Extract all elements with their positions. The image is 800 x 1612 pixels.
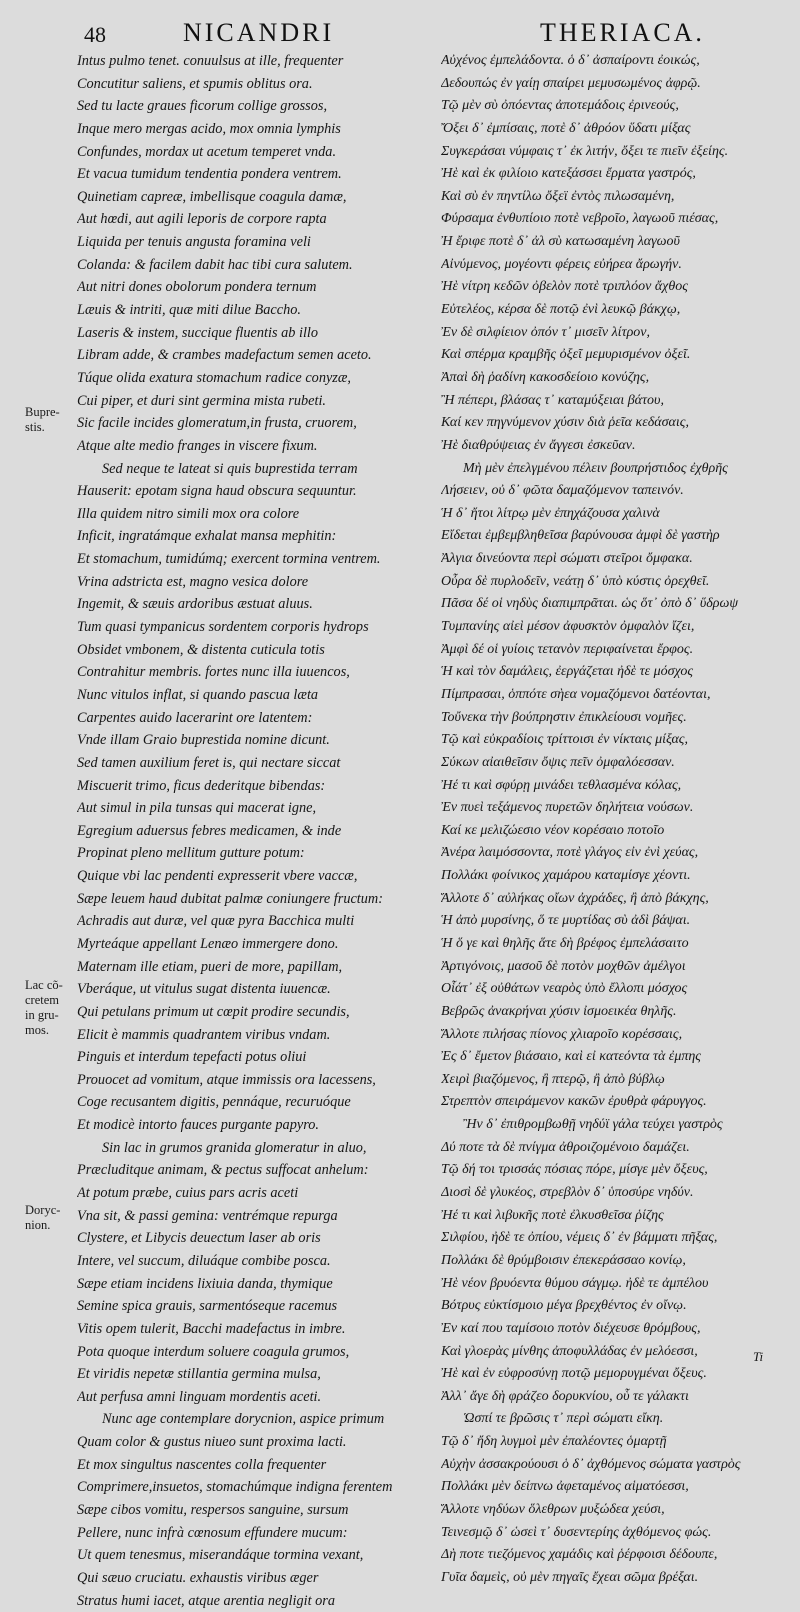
greek-verse-line: Γυῖα δαμεὶς, οὐ μὲν πηγαῖς ἔχεαι σῶμα βρέξαι. — [441, 1569, 699, 1585]
greek-verse-line: Ἢν δ᾽ ἐπιθρομβωθῇ νηδύϊ γάλα τεύχει γαστρὸς — [463, 1117, 723, 1133]
greek-verse-line: Ἠὲ καὶ ἐκ φιλίοιο κατεξάσσει ἔρματα γαστρός, — [441, 166, 696, 182]
latin-verse-line: Vrina adstricta est, magno vesica dolore — [77, 573, 309, 590]
page-number: 48 — [84, 22, 106, 47]
greek-verse-line: Ἠέ τι καὶ σφύρῃ μινάδει τεθλασμένα κόλας, — [441, 777, 682, 793]
greek-verse-line: Ἀμφὶ δέ οἱ γυίοις τετανὸν περιφαίνεται ἔρφος. — [441, 641, 694, 657]
latin-verse-line: Et modicè intorto fauces purgante papyro. — [77, 1117, 319, 1134]
greek-verse-line: Ἐς δ᾽ ἔμετον βιάσαιο, καὶ εἰ κατεόντα τὰ ἐμπης — [441, 1049, 701, 1065]
running-head-right: THERIACA. — [540, 18, 705, 47]
latin-verse-line: Libram adde, & crambes madefactum semen aceto. — [77, 347, 372, 364]
latin-verse-line: Sæpe leuem haud dubitat palmæ coniungere fructum: — [77, 890, 384, 907]
latin-verse-line: Ut quem tenesmus, miserandáque tormina vexant, — [77, 1547, 364, 1564]
greek-verse-line: Τεινεσμῷ δ᾽ ὡσεὶ τ᾽ δυσεντερίης ἀχθόμενος φώς. — [441, 1524, 712, 1540]
latin-verse-line: Intere, vel succum, diluáque combibe posca. — [77, 1252, 331, 1269]
greek-verse-line: Ἡ ἀπὸ μυρσίνης, ὅ τε μυρτίδας σὺ ἀδὶ βάψαι. — [441, 913, 691, 929]
greek-verse-line: Οἷάτ᾽ ἐξ οὐθάτων νεαρὸς ὑπὸ ἔλλοπι μόσχος — [441, 981, 688, 997]
latin-verse-line: Inficit, ingratámque exhalat mansa mephitin: — [77, 528, 337, 545]
margin-note-lac: Lac cõ- cretem in gru- mos. — [25, 978, 63, 1037]
greek-verse-line: Ἠὲ διαθρύψειας ἐν ἄγγεσι ἐσκεῦαν. — [441, 437, 636, 453]
latin-verse-line: Pota quoque interdum soluere coagula grumos, — [77, 1343, 350, 1360]
greek-verse-line: Καὶ σὺ ἐν πηντίλω ὄξεϊ ἐντὸς πιλωσαμένη, — [441, 188, 675, 204]
greek-verse-line: Πολλάκι μὲν δείπνω ἀφεταμένος αἱματόεσσι, — [441, 1479, 689, 1495]
latin-verse-line: Et stomachum, tumidúmq; exercent tormina ventrem. — [77, 551, 381, 568]
greek-verse-line: Σιλφίου, ἠδὲ τε ὀπίου, νέμεις δ᾽ ἐν βάμματι πῆξας, — [441, 1230, 718, 1246]
latin-verse-line: Colanda: & facilem dabit hac tibi cura salutem. — [77, 256, 353, 273]
latin-verse-line: Quinetiam capreæ, imbellisque coagula damæ, — [77, 188, 347, 205]
latin-verse-line: Sin lac in grumos granida glomeratur in aluo, — [102, 1139, 367, 1156]
greek-verse-line: Ἀνέρα λαιμόσσοντα, ποτὲ γλάγος εἰν ἐνὶ χεύας, — [441, 845, 699, 861]
latin-verse-line: Stratus humi iacet, atque arentia negligit ora — [77, 1592, 335, 1609]
greek-verse-line: Αἰνύμενος, μογέοντι φέρεις εὐήρεα ἄρωγήν. — [441, 256, 682, 272]
latin-verse-line: Sæpe cibos vomitu, respersos sanguine, sursum — [77, 1502, 349, 1518]
latin-verse-line: Túque olida exatura stomachum radice conyzæ, — [77, 369, 351, 386]
greek-verse-line: Ὡσπί τε βρῶσις τ᾽ περὶ σώματι εἴκη. — [463, 1411, 664, 1427]
latin-verse-line: Et vacua tumidum tendentia pondera ventrem. — [77, 166, 342, 183]
latin-verse-line: Egregium aduersus febres medicamen, & inde — [77, 822, 342, 839]
greek-verse-line: Ἀπαὶ δὴ ῥαδίνη κακοσδείοιο κονύζης, — [441, 369, 650, 385]
greek-verse-line: Εἴδεται ἐμβεμβληθεῖσα βαρύνουσα ἀμφὶ δὲ γαστὴρ — [441, 528, 720, 544]
greek-verse-line: Διοσὶ δὲ γλυκέος, στρεβλὸν δ᾽ ὑποσύρε νηδύν. — [441, 1185, 694, 1201]
greek-verse-line: Ἠέ τι καὶ λιβυκῆς ποτὲ ἐλκυσθεῖσα ῥίζης — [441, 1207, 664, 1223]
greek-verse-line: Λήσειεν, οὐ δ᾽ φῶτα δαμαζόμενον ταπεινόν. — [441, 483, 684, 499]
latin-verse-line: Vberáque, ut vitulus sugat distenta iuuencæ. — [77, 981, 331, 998]
greek-verse-line: Τυμπανίης αἰεὶ μέσον ἀφυσκτὸν ὀμφαλὸν ἴζει, — [441, 619, 695, 635]
latin-verse-line: Et viridis nepetæ stillantia germina mulsa, — [77, 1366, 321, 1383]
latin-verse-line: Elicit è mammis quadrantem viribus vndam. — [77, 1026, 331, 1043]
latin-verse-line: Contrahitur membris. fortes nunc illa iuuencos, — [77, 664, 350, 681]
latin-verse-line: Achradis aut duræ, vel quæ pyra Bacchica multi — [77, 913, 355, 930]
greek-verse-line: Ἄλλοτε πιλήσας πίονος χλιαροῖο κορέσσαις, — [441, 1026, 683, 1042]
latin-verse-line: Et mox singultus nascentes colla frequenter — [77, 1456, 327, 1473]
latin-verse-line: Vna sit, & passi gemina: ventrémque repurga — [77, 1207, 338, 1224]
greek-verse-line: Ἠὲ νέον βρυόεντα θύμου σάγμῳ. ἠδὲ τε ἀμπέλου — [441, 1275, 709, 1291]
latin-verse-line: Aut nitri dones obolorum pondera ternum — [77, 279, 317, 296]
latin-verse-line: Vitis opem tulerit, Bacchi madefactus in imbre. — [77, 1320, 346, 1337]
latin-verse-line: Obsidet vmbonem, & distenta cuticula totis — [77, 641, 325, 658]
greek-verse-line: Ἠὲ καὶ ἐν εὐφροσύνῃ ποτῷ μεμορυγμέναι ὄξευς. — [441, 1366, 707, 1382]
greek-verse-line: Τῷ δ᾽ ἤδη λυγμοὶ μὲν ἐπαλέοντες ὁμαρτῇ — [441, 1434, 667, 1450]
greek-verse-line: Συγκεράσαι νύμφαις τ᾽ ἐκ λιτήν, ὄξει τε πιεῖν ἐξείης. — [441, 143, 729, 159]
greek-verse-line: Καί κε μελιζώεσιο νέον κορέσαιο ποτοῖο — [441, 822, 665, 838]
greek-verse-line: Ἢ πέπερι, βλάσας τ᾽ καταμύξειαι βάτου, — [441, 392, 664, 408]
greek-verse-line: Ἠ ἔριφε ποτὲ δ᾽ ἀλ σὺ κατωσαμένη λαγωοῦ — [441, 234, 680, 250]
latin-verse-line: At potum præbe, cuius pars acris aceti — [77, 1185, 299, 1202]
latin-verse-line: Cui piper, et duri sint germina mista rubeti. — [77, 392, 327, 409]
latin-verse-line: Aut hœdi, aut agili leporis de corpore rapta — [77, 211, 327, 228]
latin-verse-line: Maternam ille etiam, pueri de more, papillam, — [77, 958, 343, 975]
latin-verse-line: Aut simul in pila tunsas qui macerat igne, — [77, 800, 317, 817]
greek-verse-line: Ἄλλοτε νηδύων ὅλεθρων μυξώδεα χεύσι, — [441, 1502, 665, 1517]
latin-verse-line: Prouocet ad vomitum, atque immissis ora lacessens, — [77, 1071, 376, 1088]
latin-verse-line: Intus pulmo tenet. conuulsus at ille, frequenter — [77, 53, 344, 69]
greek-verse-line: Ἠὲ νίτρη κεδῶν ὀβελὸν ποτὲ τριπλόον ἄχθος — [441, 279, 688, 295]
greek-verse-line: Ὄξει δ᾽ ἐμπίσαις, ποτὲ δ᾽ ἀθρόον ὕδατι μίξας — [441, 120, 691, 136]
greek-verse-line: Πολλάκι φοίνικος χαμάρου καταμίσγε χέοντι. — [441, 868, 691, 884]
greek-verse-line: Καὶ γλοερὰς μίνθης ἀποφυλλάδας ἐν μελόεσσι, — [441, 1343, 698, 1359]
latin-verse-line: Concutitur saliens, et spumis oblitus ora. — [77, 75, 313, 92]
greek-verse-line: Πολλάκι δὲ θρύμβοισιν ἐπεκεράσσαο κονίῳ, — [441, 1252, 686, 1268]
latin-verse-line: Sed tamen auxilium feret is, qui nectare siccat — [77, 754, 341, 771]
latin-verse-line: Myrteáque appellant Lenæo immergere dono. — [77, 935, 339, 952]
greek-verse-line: Αὐχένος ἐμπελάδοντα. ὁ δ᾽ ἀσπαίροντι ἐοικώς, — [441, 53, 700, 68]
latin-verse-line: Ingemit, & sæuis ardoribus æstuat aluus. — [77, 596, 313, 613]
greek-verse-line: Φύρσαμα ἐνθυπίοιο ποτὲ νεβροῖο, λαγωοῦ πιέσας, — [441, 211, 719, 227]
greek-verse-line: Ἀλλ᾽ ἄγε δὴ φράζεο δορυκνίου, οὗ τε γάλακτι — [441, 1388, 689, 1404]
greek-verse-line: Αὐχὴν ἀσσακρούουσι ὁ δ᾽ ἀχθόμενος σώματα γαστρὸς — [441, 1456, 741, 1472]
latin-verse-line: Laseris & instem, succique fluentis ab illo — [77, 324, 319, 341]
latin-verse-line: Confundes, mordax ut acetum temperet vnda. — [77, 143, 337, 160]
greek-verse-line: Πίμπρασαι, ὁππότε σὴεα νομαζόμενοι δατέονται, — [441, 686, 711, 702]
latin-verse-line: Atque alte medio franges in viscere fixum. — [77, 437, 318, 454]
greek-verse-line: Τῷ καὶ εὐκραδίοις τρίττοισι ἐν νίκταις μίξας, — [441, 732, 688, 748]
latin-verse-line: Sic facile incides glomeratum,in frusta, cruorem, — [77, 415, 357, 432]
greek-verse-line: Ἡ καὶ τὸν δαμάλεις, ἐεργάζεται ἠδὲ τε μόσχος — [441, 664, 694, 680]
greek-verse-line: Βότρυς εὐκτίσμοιο μέγα βρεχθέντος ἐν οἴνῳ. — [441, 1298, 687, 1314]
greek-text-column — [441, 50, 759, 1590]
latin-verse-line: Miscuerit trimo, ficus dederitque bibendas: — [77, 777, 326, 794]
latin-verse-line: Qui sæuo cruciatu. exhaustis viribus æger — [77, 1569, 319, 1586]
latin-verse-line: Quam color & gustus niueo sunt proxima lacti. — [77, 1434, 347, 1451]
greek-verse-line: Ἐν πυεὶ τεξάμενος πυρετῶν δηλήτεια νούσων. — [441, 800, 694, 816]
latin-verse-line: Læuis & intriti, quæ miti dilue Baccho. — [77, 302, 301, 319]
latin-verse-line: Qui petulans primum ut cœpit prodire secundis, — [77, 1003, 350, 1020]
running-head-left: NICANDRI — [183, 18, 335, 47]
greek-verse-line: Ἐν καί που ταμίσοιο ποτὸν διέχευσε θρόμβους, — [441, 1320, 701, 1336]
latin-text-column — [77, 50, 435, 1612]
latin-verse-line: Tum quasi tympanicus sordentem corporis hydrops — [77, 619, 369, 636]
greek-verse-line: Πᾶσα δέ οἱ νηδὺς διαπιμπρᾶται. ὡς ὅτ᾽ ὀπὸ δ᾽ ὕδρωψ — [441, 596, 739, 612]
greek-verse-line: Ἄλλοτε δ᾽ αὐλήκας οἴων ἀχράδες, ἢ ἀπὸ βάκχης, — [441, 890, 709, 906]
latin-verse-line: Sed neque te lateat si quis buprestida terram — [102, 460, 358, 477]
latin-verse-line: Sæpe etiam incidens lixiuia danda, thymique — [77, 1275, 333, 1292]
latin-verse-line: Aut perfusa amni linguam mordentis aceti. — [77, 1388, 322, 1405]
latin-verse-line: Hauserit: epotam signa haud obscura sequuntur. — [77, 483, 357, 500]
greek-verse-line: Στρεπτὸν σπειράμενον κακῶν ἐρυθρὰ φάρυγγος. — [441, 1094, 707, 1110]
greek-verse-line: Τοὔνεκα τὴν βούπρηστιν ἐπικλείουσι νομῆες. — [441, 709, 687, 725]
latin-verse-line: Præcluditque animam, & pectus suffocat anhelum: — [77, 1162, 369, 1179]
margin-note-dorycnion: Doryc- nion. — [25, 1203, 61, 1232]
latin-verse-line: Coge recusantem digitis, pennáque, recuruóque — [77, 1094, 351, 1111]
latin-verse-line: Nunc age contemplare dorycnion, aspice primum — [102, 1411, 385, 1428]
greek-verse-line: Σύκων αἰαιθεῖσιν ὄψις πεῖν ὀμφαλόεσσαν. — [441, 754, 675, 770]
greek-verse-line: Ἡ δ᾽ ἤτοι λίτρῳ μὲν ἐπηχάζουσα χαλινὰ — [441, 505, 660, 521]
latin-verse-line: Semine spica grauis, sarmentóseque racemus — [77, 1298, 338, 1315]
greek-verse-line: Δὴ ποτε τιεζόμενος χαμάδις καὶ ῥέρφοισι δέδουπε, — [441, 1547, 718, 1563]
greek-verse-line: Ἐν δὲ σιλφίειον ὀπόν τ᾽ μισεῖν λίτρον, — [441, 324, 651, 340]
latin-verse-line: Comprimere,insuetos, stomachúmque indigna ferentem — [77, 1479, 393, 1496]
greek-verse-line: Δεδουπώς ἐν γαίῃ σπαίρει μεμυσωμένος ἀφρῷ. — [441, 75, 701, 91]
greek-verse-line: Καί κεν πηγνύμενον χύσιν διὰ ῥεῖα κεδάσαις, — [441, 415, 689, 431]
margin-note-buprestis: Bupre- stis. — [25, 405, 60, 434]
greek-verse-line: Ἀρτιγόνοις, μασοῦ δὲ ποτὸν μοχθῶν ἀμέλγοι — [441, 958, 686, 974]
latin-verse-line: Inque mero mergas acido, mox omnia lymphis — [77, 120, 341, 137]
greek-verse-line: Τῷ δή τοι τρισσάς πόσιας πόρε, μίσγε μὲν ὄξευς, — [441, 1162, 708, 1178]
latin-verse-line: Liquida per tenuis angusta foramina veli — [77, 234, 311, 251]
greek-verse-line: Καὶ σπέρμα κραμβῆς ὀξεῖ μεμυρισμένον ὀξεῖ. — [441, 347, 691, 363]
greek-verse-line: Ἡ ὅ γε καὶ θηλῆς ἅτε δὴ βρέφος ἐμπελάσαιτο — [441, 935, 689, 951]
latin-verse-line: Quique vbi lac pendenti expresserit vbere vaccæ, — [77, 868, 358, 885]
greek-verse-line: Μὴ μὲν ἐπελγμένου πέλειν βουπρήστιδος ἐχθρῆς — [463, 460, 728, 476]
latin-verse-line: Propinat pleno mellitum gutture potum: — [77, 845, 305, 862]
signature-mark: Ti — [753, 1349, 764, 1364]
greek-verse-line: Βεβρῶς ἀνακρήναι χύσιν ἰσμοεικέα θηλῆς. — [441, 1003, 677, 1019]
greek-verse-line: Ἀλγια δινεύοντα περὶ σώματι στεῖροι ὄμφακα. — [441, 551, 693, 567]
latin-verse-line: Clystere, et Libycis deuectum laser ab oris — [77, 1230, 321, 1247]
greek-verse-line: Οὖρα δὲ πυρλοδεῖν, νεάτῃ δ᾽ ὑπὸ κύστις ὀρεχθεῖ. — [441, 573, 710, 589]
greek-verse-line: Εὐτελέος, κέρσα δὲ ποτῷ ἐνὶ λευκῷ βάκχῳ, — [441, 302, 681, 318]
latin-verse-line: Pinguis et interdum tepefacti potus oliui — [77, 1049, 307, 1066]
greek-verse-line: Δύ ποτε τὰ δὲ πνίγμα ἀθροιζομένοιο δαμάζει. — [441, 1139, 690, 1155]
greek-verse-line: Τῷ μὲν σὺ ὀπόεντας ἀποτεμάδοις ἐρινεούς, — [441, 98, 679, 114]
latin-verse-line: Carpentes auido lacerarint ore latentem: — [77, 709, 313, 726]
latin-verse-line: Vnde illam Graio buprestida nomine dicunt. — [77, 732, 330, 749]
latin-verse-line: Nunc vitulos inflat, si quando pascua læta — [77, 686, 319, 703]
latin-verse-line: Sed tu lacte graues ficorum collige grossos, — [77, 98, 328, 115]
latin-verse-line: Illa quidem nitro simili mox ora colore — [77, 505, 300, 522]
greek-verse-line: Χειρὶ βιαζόμενος, ἢ πτερῷ, ἢ ἀπὸ βύβλῳ — [441, 1071, 665, 1087]
latin-verse-line: Pellere, nunc infrà cœnosum effundere mucum: — [77, 1524, 348, 1541]
